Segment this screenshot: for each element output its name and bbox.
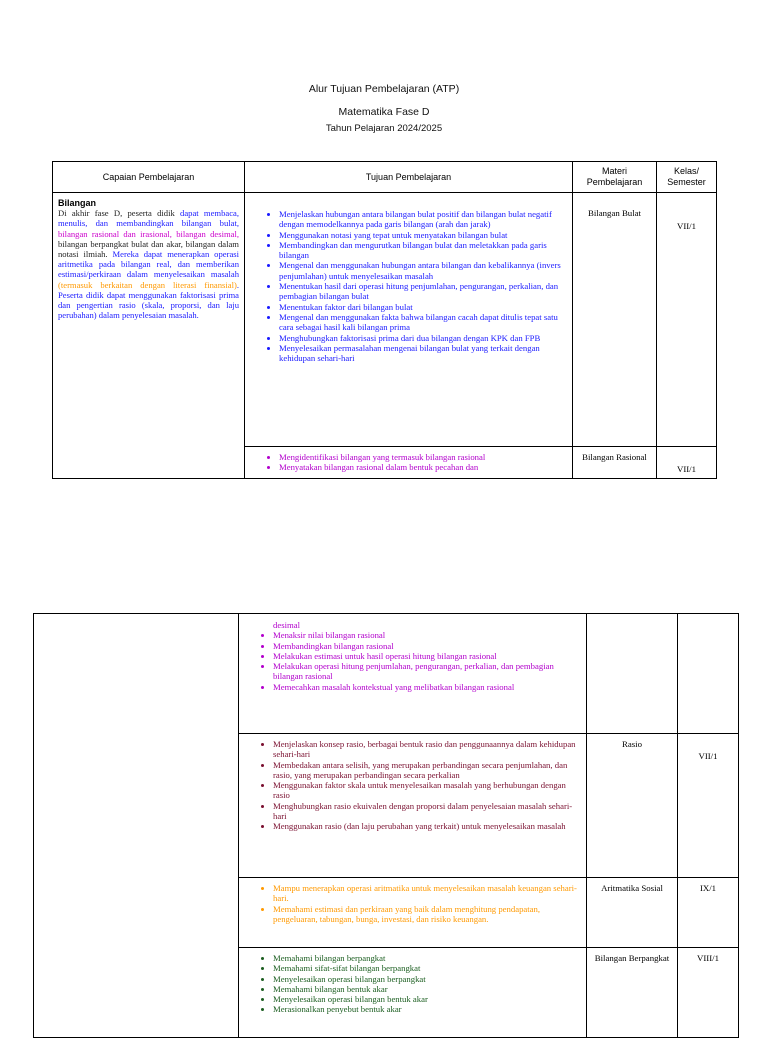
list-item: • Melakukan operasi hitung penjumlahan, pengurangan, perkalian, dan pembagian bilangan rasional (273, 661, 582, 682)
list-item: • Memahami sifat-sifat bilangan berpangkat (273, 963, 582, 973)
capaian-text: (termasuk berkaitan dengan literasi finansial) (58, 279, 237, 290)
list-item: • Memecahkan masalah kontekstual yang melibatkan bilangan rasional (273, 682, 582, 692)
capaian-text: dapat membaca, menulis, dan membandingkan bilangan bulat, (58, 208, 239, 229)
materi-cell (587, 878, 678, 948)
list-item: • Menjelaskan hubungan antara bilangan bulat positif dan bilangan bulat negatif dengan memodelkannya pada garis bilangan (arah dan jarak) (279, 209, 568, 230)
kelas-cell (678, 948, 739, 1038)
tujuan-list-rasio (239, 734, 586, 832)
materi-cell (573, 447, 657, 479)
materi-label: Bilangan Berpangkat (594, 953, 670, 963)
document-subtitle: Matematika Fase D (338, 106, 430, 118)
materi-label: Bilangan Bulat (587, 208, 642, 218)
list-item: • Memahami estimasi dan perkiraan yang baik dalam menghitung pendapatan, pengeluaran, tabungan, bunga, investasi, dan risiko keuangan. (273, 904, 582, 925)
list-item: • Menyelesaikan permasalahan mengenai bilangan bulat yang terkait dengan kehidupan sehari-hari (279, 343, 568, 364)
list-item: • Menghubungkan faktorisasi prima dari dua bilangan dengan KPK dan FPB (279, 333, 568, 343)
capaian-text: bilangan rasional dan irasional, bilangan desimal, (58, 228, 239, 239)
tujuan-list-bilangan-berpangkat (239, 948, 586, 1015)
atp-table-page-1 (52, 161, 717, 479)
materi-cell (587, 734, 678, 878)
kelas-cell (678, 878, 739, 948)
list-item: • Menggunakan rasio (dan laju perubahan yang terkait) untuk menyelesaikan masalah (273, 821, 582, 831)
materi-label: Aritmatika Sosial (601, 883, 663, 893)
list-item: • Mengenal dan menggunakan fakta bahwa bilangan cacah dapat ditulis tepat satu cara sebagai hasil kali bilangan prima (279, 312, 568, 333)
tujuan-cell (245, 447, 573, 479)
kelas-label: VIII/1 (697, 953, 719, 963)
list-item: • Melakukan estimasi untuk hasil operasi hitung bilangan rasional (273, 651, 582, 661)
list-item: • Menaksir nilai bilangan rasional (273, 630, 582, 640)
header-capaian: Capaian Pembelajaran (53, 162, 245, 193)
header-tujuan: Tujuan Pembelajaran (245, 162, 573, 193)
kelas-cell (657, 193, 717, 447)
tujuan-cell (239, 614, 587, 734)
tujuan-list-aritmatika-sosial (239, 878, 586, 924)
list-item: • Menentukan hasil dari operasi hitung penjumlahan, pengurangan, perkalian, dan pembagian bilangan bulat (279, 281, 568, 302)
list-item: • Menyelesaikan operasi bilangan berpangkat (273, 974, 582, 984)
materi-label: Bilangan Rasional (582, 452, 647, 462)
kelas-label: VII/1 (676, 221, 697, 231)
tujuan-list-bilangan-rasional-cont (239, 614, 586, 692)
header-materi: Materi Pembelajaran (573, 162, 657, 193)
tujuan-cell (239, 878, 587, 948)
list-item: • Menggunakan faktor skala untuk menyelesaikan masalah yang berhubungan dengan rasio (273, 780, 582, 801)
materi-cell (587, 614, 678, 734)
academic-year: Tahun Pelajaran 2024/2025 (325, 123, 443, 134)
kelas-label: IX/1 (699, 883, 717, 893)
list-item: • Merasionalkan penyebut bentuk akar (273, 1004, 582, 1014)
atp-table-page-2 (33, 613, 739, 1038)
capaian-text: Mereka dapat menerapkan operasi aritmetika pada bilangan real, dan memberikan estimasi/perkiraan dalam menyelesaikan masalah (58, 249, 239, 280)
kelas-label: VII/1 (698, 751, 718, 761)
materi-label: Rasio (621, 739, 643, 749)
list-item: • Menyatakan bilangan rasional dalam bentuk pecahan dan (279, 462, 568, 472)
list-item: • Memahami bilangan berpangkat (273, 953, 582, 963)
capaian-title: Bilangan (58, 198, 97, 208)
list-item: • Mengidentifikasi bilangan yang termasuk bilangan rasional (279, 452, 568, 462)
capaian-cell (53, 193, 245, 479)
kelas-label: VII/1 (676, 464, 697, 474)
kelas-cell (678, 614, 739, 734)
capaian-cell-continued (34, 614, 239, 1038)
list-item: • Membandingkan bilangan rasional (273, 641, 582, 651)
materi-cell (573, 193, 657, 447)
tujuan-cell (239, 734, 587, 878)
list-item: • Membedakan antara selisih, yang merupakan perbandingan secara penjumlahan, dan rasio, yang merupakan perbandingan secara perkalian (273, 760, 582, 781)
kelas-cell (678, 734, 739, 878)
capaian-text: Di akhir fase D, peserta didik (58, 208, 181, 219)
list-item: • Mengenal dan menggunakan hubungan antara bilangan dan kebalikannya (invers penjumlahan) untuk menyelesaikan masalah (279, 260, 568, 281)
list-item: • Menyelesaikan operasi bilangan bentuk akar (273, 994, 582, 1004)
list-item: • Menjelaskan konsep rasio, berbagai bentuk rasio dan penggunaannya dalam kehidupan sehari-hari (273, 739, 582, 760)
materi-cell (587, 948, 678, 1038)
list-item: • Membandingkan dan mengurutkan bilangan bulat dan meletakkan pada garis bilangan (279, 240, 568, 261)
list-item: • Mampu menerapkan operasi aritmatika untuk menyelesaikan masalah keuangan sehari-hari. (273, 883, 582, 904)
tujuan-cell (245, 193, 573, 447)
header-kelas: Kelas/ Semester (657, 162, 717, 193)
capaian-text: bilangan berpangkat bulat dan akar, bilangan dalam notasi ilmiah. (58, 238, 239, 260)
list-item: • Menentukan faktor dari bilangan bulat (279, 302, 568, 312)
tujuan-list-bilangan-rasional (245, 447, 572, 473)
document-title: Alur Tujuan Pembelajaran (ATP) (308, 83, 460, 95)
list-item: • Memahami bilangan bentuk akar (273, 984, 582, 994)
capaian-text: . Peserta didik dapat menggunakan faktorisasi prima dan pengertian rasio (skala, proporsi, dan laju perubahan) dalam penyelesaian masalah. (58, 279, 239, 321)
list-item-continued: desimal (273, 620, 301, 630)
tujuan-list-bilangan-bulat (245, 193, 572, 363)
list-item: • Menghubungkan rasio ekuivalen dengan proporsi dalam penyelesaian masalah sehari-hari (273, 801, 582, 822)
kelas-cell (657, 447, 717, 479)
list-item: • Menggunakan notasi yang tepat untuk menyatakan bilangan bulat (279, 230, 568, 240)
tujuan-cell (239, 948, 587, 1038)
